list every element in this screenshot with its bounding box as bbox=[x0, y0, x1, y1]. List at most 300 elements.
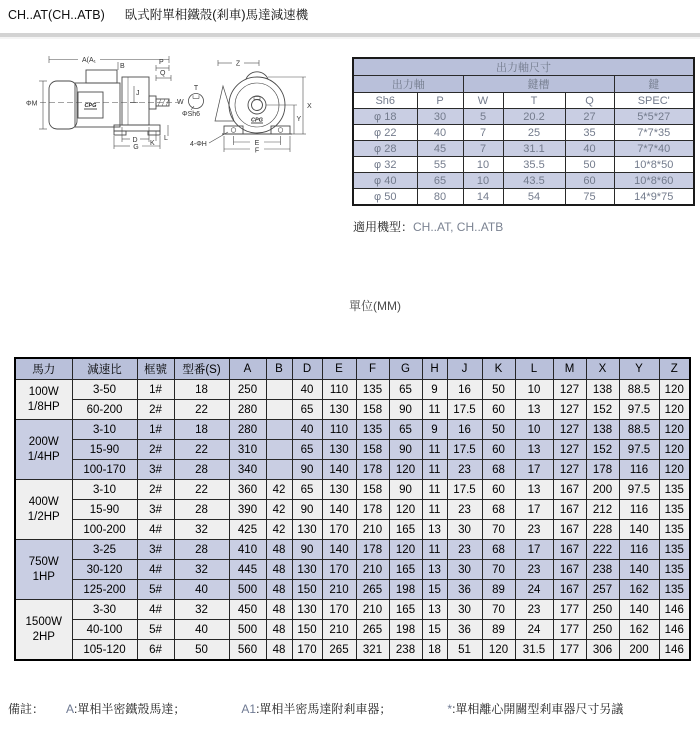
dimension-table-cell: 140 bbox=[322, 460, 356, 480]
shaft-table-row bbox=[353, 125, 694, 141]
power-cell bbox=[15, 540, 72, 600]
shaft-table-cell: 10 bbox=[463, 157, 503, 173]
dimension-table-cell: 90 bbox=[389, 480, 422, 500]
dimension-table-cell: 257 bbox=[586, 580, 619, 600]
footnote bbox=[8, 700, 623, 717]
power-watts: 750W bbox=[28, 556, 59, 569]
output-shaft-table bbox=[352, 57, 695, 206]
dimension-table-cell: 30 bbox=[447, 560, 482, 580]
power-hp: 1/4HP bbox=[27, 450, 60, 463]
dimension-table-cell: 30 bbox=[447, 520, 482, 540]
shaft-table-cell: φ 40 bbox=[353, 173, 417, 189]
dimension-table-cell: 13 bbox=[515, 440, 553, 460]
dimension-table-cell: 146 bbox=[659, 600, 690, 620]
shaft-table-cell: 25 bbox=[503, 125, 565, 141]
dimension-table-cell: 140 bbox=[619, 520, 659, 540]
shaft-table-cell: 60 bbox=[565, 173, 614, 189]
dimension-table-cell: 390 bbox=[229, 500, 266, 520]
dimension-table-row bbox=[15, 500, 690, 520]
dimension-table-cell: 170 bbox=[322, 520, 356, 540]
shaft-table-row bbox=[353, 141, 694, 157]
dimension-table-cell: 425 bbox=[229, 520, 266, 540]
dimension-column-header: H bbox=[422, 358, 447, 380]
dimension-table-cell: 3-10 bbox=[72, 480, 137, 500]
dimension-table-cell: 28 bbox=[174, 460, 229, 480]
dimension-table-cell: 162 bbox=[619, 580, 659, 600]
dimension-column-header: 型番(S) bbox=[174, 358, 229, 380]
dimension-table-cell: 125-200 bbox=[72, 580, 137, 600]
shaft-section-detail bbox=[189, 94, 204, 111]
dimension-table-cell: 310 bbox=[229, 440, 266, 460]
dimension-table-cell: 158 bbox=[356, 480, 389, 500]
dimension-table-cell: 11 bbox=[422, 500, 447, 520]
footnote-item bbox=[66, 702, 185, 716]
dimension-table-cell: 178 bbox=[586, 460, 619, 480]
dimension-table-cell: 410 bbox=[229, 540, 266, 560]
dimension-table-cell: 135 bbox=[659, 560, 690, 580]
applicable-models bbox=[353, 218, 503, 235]
power-watts: 100W bbox=[28, 386, 59, 399]
dimension-table-cell: 15 bbox=[422, 580, 447, 600]
dimension-table-cell: 36 bbox=[447, 620, 482, 640]
dim-label-t: T bbox=[193, 85, 199, 92]
applicable-models-label: 適用機型： bbox=[353, 220, 414, 234]
dimension-table-cell: 135 bbox=[356, 420, 389, 440]
dimension-table-cell: 65 bbox=[292, 400, 322, 420]
dimension-table-cell: 40 bbox=[292, 380, 322, 400]
dimension-table-cell: 162 bbox=[619, 620, 659, 640]
dimension-table-cell: 127 bbox=[553, 440, 586, 460]
title-description: 臥式附單相鐵殼(剎車)馬達減速機 bbox=[124, 8, 309, 22]
dimension-table-cell: 120 bbox=[659, 440, 690, 460]
dimension-table-cell: 15 bbox=[422, 620, 447, 640]
dimension-table-cell: 140 bbox=[322, 500, 356, 520]
dimension-table-cell: 23 bbox=[447, 460, 482, 480]
group-header-key: 鍵 bbox=[614, 76, 694, 93]
dimension-table-cell: 60-200 bbox=[72, 400, 137, 420]
dimension-table-cell: 130 bbox=[322, 480, 356, 500]
dimension-table-cell: 120 bbox=[659, 400, 690, 420]
dimension-table-cell: 280 bbox=[229, 420, 266, 440]
front-view bbox=[209, 60, 306, 152]
dimension-table-cell: 3# bbox=[137, 460, 174, 480]
shaft-table-cell: 55 bbox=[417, 157, 463, 173]
dimension-table-cell: 3# bbox=[137, 540, 174, 560]
dimension-table-cell: 120 bbox=[389, 460, 422, 480]
dimension-table-cell: 100-170 bbox=[72, 460, 137, 480]
dimension-table-cell: 445 bbox=[229, 560, 266, 580]
dimension-table-header-row bbox=[15, 358, 690, 380]
dimension-table-cell: 2# bbox=[137, 400, 174, 420]
shaft-column-header: W bbox=[463, 93, 503, 109]
unit-note: 單位(MM) bbox=[349, 299, 401, 313]
dimension-column-header: 馬力 bbox=[15, 358, 72, 380]
dimension-table-cell: 11 bbox=[422, 400, 447, 420]
dimension-table-cell: 4# bbox=[137, 560, 174, 580]
dimension-table-cell: 15-90 bbox=[72, 500, 137, 520]
dim-label-f: F bbox=[254, 147, 260, 155]
dimension-table-cell: 16 bbox=[447, 420, 482, 440]
dimension-table-cell: 1# bbox=[137, 380, 174, 400]
dimension-table-cell: 500 bbox=[229, 620, 266, 640]
dimension-table-cell: 167 bbox=[553, 580, 586, 600]
dimension-table-cell: 18 bbox=[174, 380, 229, 400]
dimension-column-header: 減速比 bbox=[72, 358, 137, 380]
dimension-table-cell: 2# bbox=[137, 480, 174, 500]
dimension-column-header: Z bbox=[659, 358, 690, 380]
footnote-item-text: :單相半密馬達附剎車器； bbox=[256, 702, 392, 716]
dimension-table-cell: 177 bbox=[553, 600, 586, 620]
dimension-table-cell: 68 bbox=[482, 500, 515, 520]
dimension-table-cell: 23 bbox=[515, 560, 553, 580]
dimension-table-cell: 51 bbox=[447, 640, 482, 661]
dimension-table-cell: 28 bbox=[174, 540, 229, 560]
power-cell bbox=[15, 600, 72, 661]
dimension-table-cell: 23 bbox=[515, 520, 553, 540]
dimension-table-cell: 65 bbox=[292, 440, 322, 460]
dimension-column-header: D bbox=[292, 358, 322, 380]
dim-label-phi-m: ΦM bbox=[26, 100, 38, 108]
shaft-table-cell: 10 bbox=[463, 173, 503, 189]
shaft-table-cell: 10*8*60 bbox=[614, 173, 694, 189]
dimension-table-row bbox=[15, 640, 690, 661]
dimension-table-cell: 22 bbox=[174, 400, 229, 420]
dimension-column-header: F bbox=[356, 358, 389, 380]
dimension-table-cell: 22 bbox=[174, 480, 229, 500]
shaft-table-title-row bbox=[353, 58, 694, 76]
brand-logo-front: CPG bbox=[251, 117, 263, 124]
dimension-table-cell: 23 bbox=[447, 500, 482, 520]
page-title bbox=[8, 5, 308, 23]
dimension-column-header: A bbox=[229, 358, 266, 380]
dimension-table-row bbox=[15, 380, 690, 400]
dimension-table-cell bbox=[266, 440, 292, 460]
dimension-table-cell: 165 bbox=[389, 600, 422, 620]
dim-label-z: Z bbox=[235, 60, 241, 68]
dimension-table-cell: 321 bbox=[356, 640, 389, 661]
dimension-column-header: G bbox=[389, 358, 422, 380]
dimension-table-cell: 2# bbox=[137, 440, 174, 460]
dimension-table-cell: 265 bbox=[356, 620, 389, 640]
dimension-table-cell: 150 bbox=[292, 580, 322, 600]
footnote-label: 備註： bbox=[8, 702, 45, 716]
dimension-table-cell: 140 bbox=[619, 560, 659, 580]
shaft-table-cell: 20.2 bbox=[503, 109, 565, 125]
dimension-table-cell: 360 bbox=[229, 480, 266, 500]
dimension-table-cell: 340 bbox=[229, 460, 266, 480]
dimension-table-cell: 3-30 bbox=[72, 600, 137, 620]
dimension-table-cell: 40-100 bbox=[72, 620, 137, 640]
dimension-table-cell: 16 bbox=[447, 380, 482, 400]
shaft-column-header: SPEC' bbox=[614, 93, 694, 109]
dimension-table-cell: 13 bbox=[515, 480, 553, 500]
dimension-table-cell: 222 bbox=[586, 540, 619, 560]
dim-label-j: J bbox=[136, 90, 140, 97]
dimension-table-cell: 178 bbox=[356, 500, 389, 520]
dimension-table-cell: 250 bbox=[586, 600, 619, 620]
shaft-table-cell: φ 50 bbox=[353, 189, 417, 206]
dimension-table-row bbox=[15, 620, 690, 640]
dimension-table-cell: 167 bbox=[553, 520, 586, 540]
dimension-table-cell: 60 bbox=[482, 440, 515, 460]
shaft-table-cell: 7*7*35 bbox=[614, 125, 694, 141]
dimension-table-cell: 90 bbox=[389, 440, 422, 460]
shaft-table-cell: 7 bbox=[463, 125, 503, 141]
dimension-table-cell: 560 bbox=[229, 640, 266, 661]
dimension-table-cell: 212 bbox=[586, 500, 619, 520]
dim-label-y: Y bbox=[296, 116, 302, 123]
dimension-table-row bbox=[15, 520, 690, 540]
dimension-table-cell: 130 bbox=[322, 440, 356, 460]
dimension-table-cell: 100-200 bbox=[72, 520, 137, 540]
shaft-table-cell: 75 bbox=[565, 189, 614, 206]
dimension-table-cell: 11 bbox=[422, 480, 447, 500]
power-cell bbox=[15, 480, 72, 540]
dimension-table-cell: 110 bbox=[322, 380, 356, 400]
dimension-table-cell: 17 bbox=[515, 460, 553, 480]
dimension-column-header: K bbox=[482, 358, 515, 380]
power-watts: 1500W bbox=[25, 616, 62, 629]
dimension-table-cell: 210 bbox=[356, 520, 389, 540]
dimension-table-cell: 90 bbox=[292, 500, 322, 520]
power-hp: 1/2HP bbox=[27, 510, 60, 523]
dimension-table-cell: 32 bbox=[174, 600, 229, 620]
dimension-table-cell: 15-90 bbox=[72, 440, 137, 460]
dimension-table-cell: 130 bbox=[322, 400, 356, 420]
dimension-table-cell: 135 bbox=[356, 380, 389, 400]
shaft-table-cell: 43.5 bbox=[503, 173, 565, 189]
shaft-table-cell: 40 bbox=[565, 141, 614, 157]
shaft-table-cell: 7 bbox=[463, 141, 503, 157]
dimension-table-row bbox=[15, 440, 690, 460]
side-view bbox=[39, 56, 178, 149]
dimension-table-cell: 105-120 bbox=[72, 640, 137, 661]
dimension-table-row bbox=[15, 540, 690, 560]
dimension-table-row bbox=[15, 560, 690, 580]
dimension-table-cell: 265 bbox=[322, 640, 356, 661]
dim-label-phi-sh6: ΦSh6 bbox=[182, 111, 201, 118]
group-header-keyway: 鍵槽 bbox=[463, 76, 614, 93]
shaft-table-cell: 54 bbox=[503, 189, 565, 206]
dimension-table-cell: 170 bbox=[322, 600, 356, 620]
dimension-table-cell: 48 bbox=[266, 640, 292, 661]
dimension-table-cell: 170 bbox=[322, 560, 356, 580]
dimension-table-cell: 138 bbox=[586, 420, 619, 440]
dimension-table-cell: 120 bbox=[659, 380, 690, 400]
dimension-table-cell: 23 bbox=[515, 600, 553, 620]
dimension-table-row bbox=[15, 460, 690, 480]
dimension-table-cell: 17.5 bbox=[447, 480, 482, 500]
power-hp: 2HP bbox=[32, 630, 55, 643]
dimension-table-cell: 42 bbox=[266, 500, 292, 520]
dimension-table-cell: 70 bbox=[482, 600, 515, 620]
dim-label-q: Q bbox=[160, 70, 166, 77]
dimension-table-cell: 4# bbox=[137, 600, 174, 620]
dimension-table-cell: 306 bbox=[586, 640, 619, 661]
dimension-table-cell: 158 bbox=[356, 440, 389, 460]
dimension-table-cell: 24 bbox=[515, 620, 553, 640]
dimension-table-cell: 280 bbox=[229, 400, 266, 420]
dimension-table-cell: 5# bbox=[137, 580, 174, 600]
power-cell bbox=[15, 380, 72, 420]
dimension-table-cell: 28 bbox=[174, 500, 229, 520]
shaft-table-cell: 31.1 bbox=[503, 141, 565, 157]
dimension-table-cell: 40 bbox=[174, 620, 229, 640]
dimension-table-cell: 198 bbox=[389, 580, 422, 600]
dimension-table-cell: 200 bbox=[619, 640, 659, 661]
dimension-table-cell: 13 bbox=[515, 400, 553, 420]
dimension-table-cell: 30-120 bbox=[72, 560, 137, 580]
dimension-table-cell: 200 bbox=[586, 480, 619, 500]
dimension-table-cell: 152 bbox=[586, 440, 619, 460]
divider-bar bbox=[0, 33, 700, 39]
dimension-table-cell: 130 bbox=[292, 520, 322, 540]
dim-label-mount-holes: 4-ΦH bbox=[190, 141, 207, 148]
dimension-table-cell: 40 bbox=[174, 580, 229, 600]
shaft-column-header: P bbox=[417, 93, 463, 109]
footnote-item-code: A1 bbox=[241, 702, 257, 716]
dim-label-p: P bbox=[159, 59, 164, 66]
dimension-table-cell: 167 bbox=[553, 500, 586, 520]
dimension-table-cell: 210 bbox=[322, 620, 356, 640]
dimension-table-cell: 48 bbox=[266, 620, 292, 640]
dimension-table-cell: 68 bbox=[482, 540, 515, 560]
dimension-table-cell: 90 bbox=[292, 540, 322, 560]
dimension-table-cell: 130 bbox=[292, 560, 322, 580]
dimension-table-cell: 5# bbox=[137, 620, 174, 640]
dimension-table-cell: 6# bbox=[137, 640, 174, 661]
dim-label-w: W bbox=[177, 99, 184, 106]
dimension-column-header: X bbox=[586, 358, 619, 380]
dimension-table-cell: 17 bbox=[515, 500, 553, 520]
dimension-table-cell: 32 bbox=[174, 520, 229, 540]
dimension-table-cell: 450 bbox=[229, 600, 266, 620]
dimension-table-cell bbox=[266, 380, 292, 400]
dimension-table-cell: 65 bbox=[292, 480, 322, 500]
dimension-table-cell: 90 bbox=[389, 400, 422, 420]
dimension-table-cell bbox=[266, 460, 292, 480]
shaft-table-title: 出力軸尺寸 bbox=[353, 58, 694, 76]
dimension-table-cell: 140 bbox=[619, 600, 659, 620]
dimension-column-header: E bbox=[322, 358, 356, 380]
dimension-table-cell: 48 bbox=[266, 540, 292, 560]
dimension-column-header: M bbox=[553, 358, 586, 380]
shaft-table-cell: 35 bbox=[565, 125, 614, 141]
dimension-table-cell: 116 bbox=[619, 500, 659, 520]
dimension-table-cell: 17.5 bbox=[447, 400, 482, 420]
power-watts: 400W bbox=[28, 496, 59, 509]
dimension-table-cell: 165 bbox=[389, 560, 422, 580]
dimension-table-cell: 42 bbox=[266, 480, 292, 500]
dimension-table-cell: 130 bbox=[292, 600, 322, 620]
dimension-table-cell: 22 bbox=[174, 440, 229, 460]
shaft-table-cell: 10*8*50 bbox=[614, 157, 694, 173]
dimension-table-cell: 210 bbox=[356, 600, 389, 620]
dimension-table-cell: 177 bbox=[553, 620, 586, 640]
dimension-table-row bbox=[15, 400, 690, 420]
power-hp: 1/8HP bbox=[27, 400, 60, 413]
dimension-table-cell: 167 bbox=[553, 560, 586, 580]
footnote-item-code: * bbox=[447, 702, 453, 716]
dimension-column-header: Y bbox=[619, 358, 659, 380]
dimension-table-cell: 120 bbox=[389, 540, 422, 560]
dimension-table bbox=[14, 357, 691, 661]
shaft-table-cell: 5 bbox=[463, 109, 503, 125]
dimension-table-row bbox=[15, 600, 690, 620]
dimension-table-cell: 18 bbox=[422, 640, 447, 661]
dimension-table-cell: 42 bbox=[266, 520, 292, 540]
dimension-table-cell: 120 bbox=[482, 640, 515, 661]
dim-label-k: K bbox=[150, 140, 155, 147]
dimension-table-cell: 116 bbox=[619, 460, 659, 480]
dimension-table-cell: 36 bbox=[447, 580, 482, 600]
dimension-table-cell: 152 bbox=[586, 400, 619, 420]
dimension-table-cell: 120 bbox=[659, 420, 690, 440]
dimension-table-cell: 265 bbox=[356, 580, 389, 600]
dimension-table-cell: 127 bbox=[553, 420, 586, 440]
dimension-table-cell: 10 bbox=[515, 420, 553, 440]
dimension-table-cell: 31.5 bbox=[515, 640, 553, 661]
dimension-table-cell: 135 bbox=[659, 580, 690, 600]
dimension-table-cell: 150 bbox=[292, 620, 322, 640]
dimension-table-cell: 250 bbox=[229, 380, 266, 400]
shaft-table-cell: 5*5*27 bbox=[614, 109, 694, 125]
dimension-table-row bbox=[15, 420, 690, 440]
dimension-column-header: L bbox=[515, 358, 553, 380]
footnote-item bbox=[447, 702, 623, 716]
dimension-table-cell: 127 bbox=[553, 400, 586, 420]
dimension-table-cell: 65 bbox=[389, 380, 422, 400]
dimension-table-cell: 165 bbox=[389, 520, 422, 540]
dimension-table-cell: 70 bbox=[482, 520, 515, 540]
shaft-table-cell: 14 bbox=[463, 189, 503, 206]
dimension-table-cell: 238 bbox=[389, 640, 422, 661]
shaft-table-row bbox=[353, 109, 694, 125]
dimension-table-cell: 11 bbox=[422, 540, 447, 560]
dimension-table-cell: 170 bbox=[292, 640, 322, 661]
applicable-models-value: CH..AT, CH..ATB bbox=[413, 220, 504, 234]
dimension-table-cell: 110 bbox=[322, 420, 356, 440]
dimension-table-cell: 3# bbox=[137, 500, 174, 520]
shaft-table-cell: 80 bbox=[417, 189, 463, 206]
shaft-column-header: T bbox=[503, 93, 565, 109]
dimension-table-cell: 89 bbox=[482, 580, 515, 600]
dimension-table-cell: 4# bbox=[137, 520, 174, 540]
dim-label-e: E bbox=[254, 140, 260, 147]
dimension-table-cell: 250 bbox=[586, 620, 619, 640]
dimension-table-cell: 9 bbox=[422, 420, 447, 440]
dimension-table-cell: 198 bbox=[389, 620, 422, 640]
dimension-table-cell: 3-50 bbox=[72, 380, 137, 400]
dimension-table-cell: 48 bbox=[266, 580, 292, 600]
dimension-table-cell: 3-25 bbox=[72, 540, 137, 560]
dimension-table-cell: 13 bbox=[422, 520, 447, 540]
shaft-table-cell: 14*9*75 bbox=[614, 189, 694, 206]
dimension-table-cell: 127 bbox=[553, 460, 586, 480]
shaft-table-cell: 30 bbox=[417, 109, 463, 125]
shaft-table-cell: 35.5 bbox=[503, 157, 565, 173]
dimension-table-cell: 140 bbox=[322, 540, 356, 560]
shaft-table-cell: 27 bbox=[565, 109, 614, 125]
dim-label-d: D bbox=[132, 137, 138, 144]
shaft-table-cell: φ 32 bbox=[353, 157, 417, 173]
motor-technical-drawing bbox=[10, 48, 345, 213]
dimension-table-cell: 127 bbox=[553, 380, 586, 400]
dimension-column-header: 框號 bbox=[137, 358, 174, 380]
dimension-table-cell: 210 bbox=[322, 580, 356, 600]
dimension-table-cell: 11 bbox=[422, 440, 447, 460]
dimension-table-cell: 18 bbox=[174, 420, 229, 440]
